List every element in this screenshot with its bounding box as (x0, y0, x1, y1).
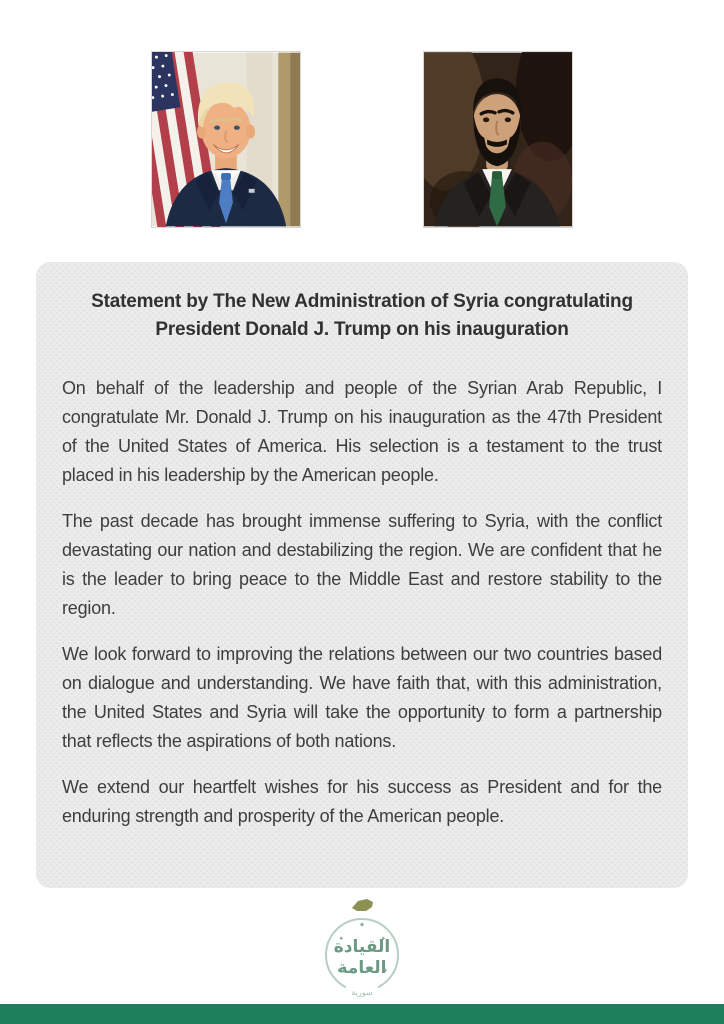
sharaa-photo (423, 51, 573, 228)
statement-title (62, 288, 662, 344)
footer-green-bar (0, 1004, 724, 1024)
statement-paragraph-2: The past decade has brought immense suffering to Syria, with the conflict devastating our nation and destabilizing the region. We are confident that he is the leader to bring peace to the Middle East and restore stability to the region. (62, 511, 662, 618)
seal-caption: سورية (351, 988, 373, 997)
trump-photo (151, 51, 301, 228)
syria-map-icon (352, 899, 373, 911)
sharaa-photo-illustration (424, 52, 572, 227)
statement-title-line2: President Donald J. Trump on his inauguration (155, 319, 569, 340)
seal-calligraphy-line2: العامة (337, 958, 387, 978)
statement-title-line1: Statement by The New Administration of Syria congratulating (91, 291, 633, 312)
trump-photo-illustration (152, 52, 300, 227)
statement-card (36, 262, 688, 888)
general-command-seal (300, 897, 424, 1003)
statement-paragraph-3: We look forward to improving the relations between our two countries based on dialogue and understanding. We have faith that, with this administration, the United States and Syria will take the opportunity to form a partnership that reflects the aspirations of both nations. (62, 644, 662, 751)
statement-paragraph-4: We extend our heartfelt wishes for his success as President and for the enduring strength and prosperity of the American people. (62, 777, 662, 826)
seal-calligraphy-line1: القيادة (333, 937, 391, 957)
general-command-seal-illustration (300, 897, 424, 1003)
photos-row (0, 51, 724, 228)
statement-paragraph-1: On behalf of the leadership and people of the Syrian Arab Republic, I congratulate Mr. Donald J. Trump on his inauguration as the 47th President of the United States of America. His selection is a testament to the trust placed in his leadership by the American people. (62, 378, 662, 485)
